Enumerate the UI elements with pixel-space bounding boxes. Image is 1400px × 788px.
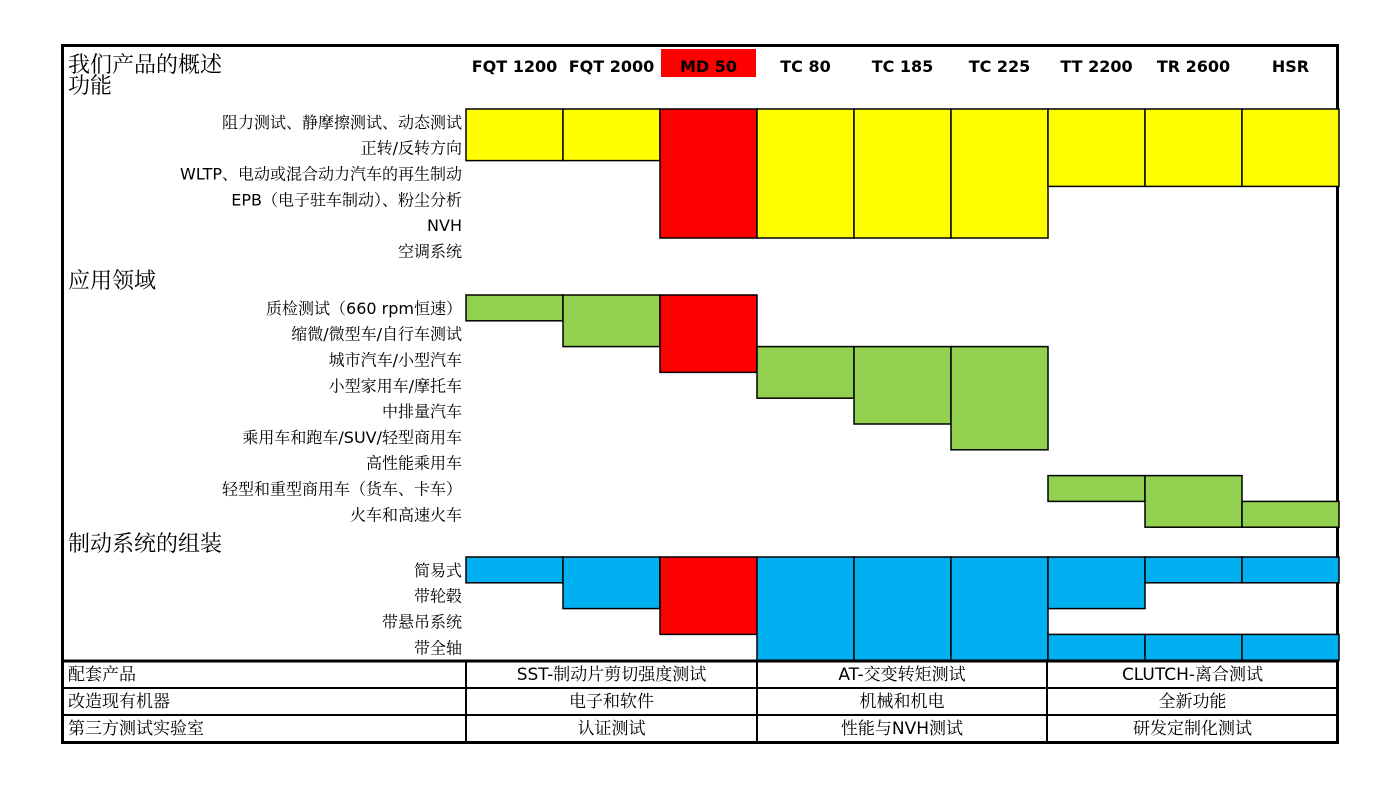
row-label: 轻型和重型商用车（货车、卡车）: [221, 479, 462, 499]
coverage-cell: [1145, 109, 1242, 186]
coverage-cell: [854, 347, 951, 424]
product-header: HSR: [1271, 57, 1310, 76]
row-label: 缩微/微型车/自行车测试: [291, 324, 462, 344]
row-label: 小型家用车/摩托车: [328, 376, 462, 396]
footer-cell: 性能与NVH测试: [840, 719, 964, 739]
footer-cell: AT-交变转矩测试: [838, 665, 966, 685]
footer-row-label: 改造现有机器: [68, 692, 170, 712]
coverage-cell: [660, 109, 757, 238]
coverage-cell: [1048, 634, 1145, 660]
coverage-cell: [563, 295, 660, 347]
coverage-cell: [1048, 476, 1145, 502]
footer-cell: 认证测试: [577, 719, 646, 739]
product-header: TR 2600: [1156, 57, 1231, 76]
coverage-cell: [1145, 476, 1242, 528]
coverage-cell: [563, 557, 660, 609]
section-heading: 制动系统的组装: [68, 532, 223, 557]
footer-cell: CLUTCH-离合测试: [1121, 665, 1264, 685]
row-label: 质检测试（660 rpm恒速）: [266, 298, 462, 318]
row-label: 带轮毂: [413, 586, 462, 606]
row-label: 乘用车和跑车/SUV/轻型商用车: [242, 427, 462, 447]
footer-row-label: 配套产品: [68, 665, 136, 685]
coverage-cell: [660, 557, 757, 634]
coverage-cell: [563, 109, 660, 161]
row-label: EPB（电子驻车制动）、粉尘分析: [231, 190, 462, 210]
row-label: 带悬吊系统: [381, 612, 462, 632]
coverage-cell: [951, 557, 1048, 660]
row-label: 带全轴: [413, 638, 462, 658]
coverage-cell: [466, 557, 563, 583]
footer-cell: 机械和机电: [859, 692, 945, 712]
product-header: TC 225: [968, 57, 1031, 76]
product-header: FQT 2000: [568, 57, 655, 76]
coverage-cell: [466, 109, 563, 161]
product-header: TT 2200: [1060, 57, 1133, 76]
coverage-cell: [660, 295, 757, 372]
coverage-cell: [757, 109, 854, 238]
coverage-cell: [1242, 109, 1339, 186]
coverage-cell: [951, 347, 1048, 450]
coverage-cell: [1145, 634, 1242, 660]
row-label: WLTP、电动或混合动力汽车的再生制动: [180, 164, 462, 184]
row-label: 空调系统: [397, 241, 462, 261]
product-header: MD 50: [679, 57, 738, 76]
product-header: TC 185: [871, 57, 934, 76]
coverage-cell: [1242, 634, 1339, 660]
row-label: NVH: [427, 216, 462, 236]
footer-cell: 电子和软件: [569, 692, 654, 712]
coverage-cell: [466, 295, 563, 321]
row-label: 火车和高速火车: [349, 505, 462, 525]
footer-cell: 全新功能: [1158, 692, 1227, 712]
coverage-cell: [757, 557, 854, 660]
footer-row-label: 第三方测试实验室: [68, 719, 204, 739]
footer-cell: 研发定制化测试: [1133, 719, 1252, 739]
product-header: FQT 1200: [471, 57, 558, 76]
footer-cell: SST-制动片剪切强度测试: [516, 665, 707, 685]
coverage-cell: [1048, 109, 1145, 186]
product-header: TC 80: [780, 57, 831, 76]
row-label: 城市汽车/小型汽车: [328, 350, 462, 370]
row-label: 简易式: [413, 560, 462, 580]
row-label: 正转/反转方向: [360, 138, 462, 158]
row-label: 中排量汽车: [381, 402, 462, 422]
coverage-cell: [854, 109, 951, 238]
coverage-cell: [1242, 557, 1339, 583]
row-label: 阻力测试、静摩擦测试、动态测试: [221, 112, 462, 132]
coverage-cell: [1145, 557, 1242, 583]
coverage-cell: [1242, 501, 1339, 527]
section-heading: 应用领域: [68, 269, 157, 294]
coverage-cell: [854, 557, 951, 660]
coverage-cell: [1048, 557, 1145, 609]
section-heading: 功能: [68, 74, 113, 99]
row-label: 高性能乘用车: [365, 453, 462, 473]
overview-title: 我们产品的概述: [68, 53, 223, 78]
coverage-cell: [757, 347, 854, 399]
coverage-cell: [951, 109, 1048, 238]
